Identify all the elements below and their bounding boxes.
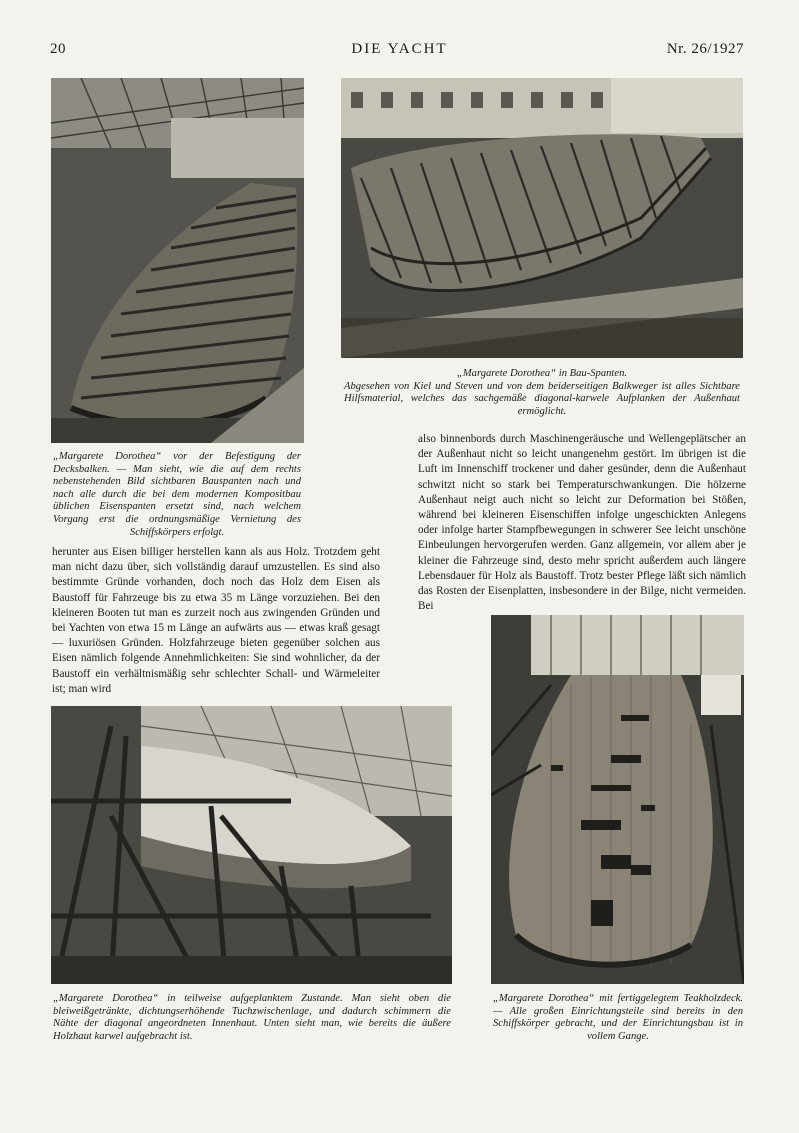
caption-building-frames-title: „Margarete Dorothea“ in Bau-Spanten.: [456, 368, 628, 379]
caption-building-frames: [344, 368, 740, 418]
caption-partially-planked-text: „Margarete Dorothea“ in teilweise aufgeplanktem Zustande. Man sieht oben die bleiweißgetränkte, dichtungserhöhende Tuchzwischenlage, und dadurch schimmern die Nähte der diagonal angeordneten Innenhaut. Unten sieht man, wie bereits die äußere Holzhaut karwel aufgebracht ist.: [53, 993, 451, 1042]
body-text-right: [418, 432, 746, 614]
caption-teak-deck: [493, 993, 743, 1043]
body-text-left: [52, 545, 380, 697]
caption-teak-deck-text: „Margarete Dorothea“ mit fertiggelegtem Teakholzdeck. — Alle großen Einrichtungsteile sind bereits in den Schiffskörper gebracht, und der Einrichtungsbau ist in vollem Gange.: [493, 993, 743, 1042]
caption-partially-planked: [53, 993, 451, 1043]
issue-number: Nr. 26/1927: [666, 41, 744, 57]
page-number: 20: [50, 41, 66, 57]
body-text-left-paragraph: herunter aus Eisen billiger herstellen kann als aus Holz. Trotzdem geht man nicht dazu über, sich vollständig darauf umzustellen. Es sind also bestimmte Gründe vorhanden, doch noch das Holz dem Eisen als Baustoff für Fahrzeuge bis zu etwa 35 m Länge vorzuziehen. Bei den kleineren Booten tut man es zurzeit noch aus zwingenden Gründen und bei Yachten von etwa 15 m Länge an aufwärts aus — etwas kraß gesagt — luxuriösen Gründen. Holzfahrzeuge bieten gegenüber solchen aus Eisen nämlich folgende Annehmlichkeiten: Sie sind wohnlicher, da der Baustoff ein verhältnismäßig sehr schlechter Schall- und Wärmeleiter ist; man wird: [52, 546, 380, 695]
photo-hull-before-deck-beams: [51, 78, 304, 443]
photo-hull-partially-planked: [51, 706, 452, 984]
caption-building-frames-body: Abgesehen von Kiel und Steven und von dem beiderseitigen Balkweger ist alles Sichtbare Hilfsmaterial, welches das sachgemäße diagonal-karwele Aufplanken der Außenhaut ermöglicht.: [344, 380, 740, 417]
caption-before-deck-beams: [53, 451, 301, 539]
caption-before-deck-beams-text: „Margarete Dorothea“ vor der Befestigung der Decksbalken. — Man sieht, wie die auf dem rechts nebenstehenden Bild sichtbaren Bauspanten nach und nach alle durch die bei dem modernen Kompositbau üblichen Eisenspanten ersetzt sind, nach welchem Vorgang erst die ordnungsmäßige Vernietung des Schiffskörpers erfolgt.: [53, 451, 301, 538]
photo-finished-teak-deck: [491, 615, 744, 984]
journal-title: DIE YACHT: [351, 41, 448, 57]
body-text-right-paragraph: also binnenbords durch Maschinengeräusche und Wellengeplätscher an der Außenhaut nicht so leicht unangenehm gestört. Im übrigen ist die Luft im Innenschiff trockener und daher gesünder, denn die Außenhaut schwitzt nicht so stark bei Temperaturschwankungen. Die hölzerne Außenhaut neigt auch nicht so leicht zur Deformation bei Stößen, während bei kleineren Eisenschiffen infolge ungeschickten Anlegens oder infolge harter Stampfbewegungen in schwerer See leicht unschöne Einbeulungen hervorgerufen werden. Ganz allgemein, vor allem aber je kleiner die Fahrzeuge sind, desto mehr spricht außerdem auch längere Lebensdauer für Holz als Baustoff. Trotz bester Pflege läßt sich nämlich das Rosten der Eisenplatten, insbesondere in der Bilge, nicht vermeiden. Bei: [418, 433, 746, 613]
photo-hull-building-frames: [341, 78, 743, 358]
